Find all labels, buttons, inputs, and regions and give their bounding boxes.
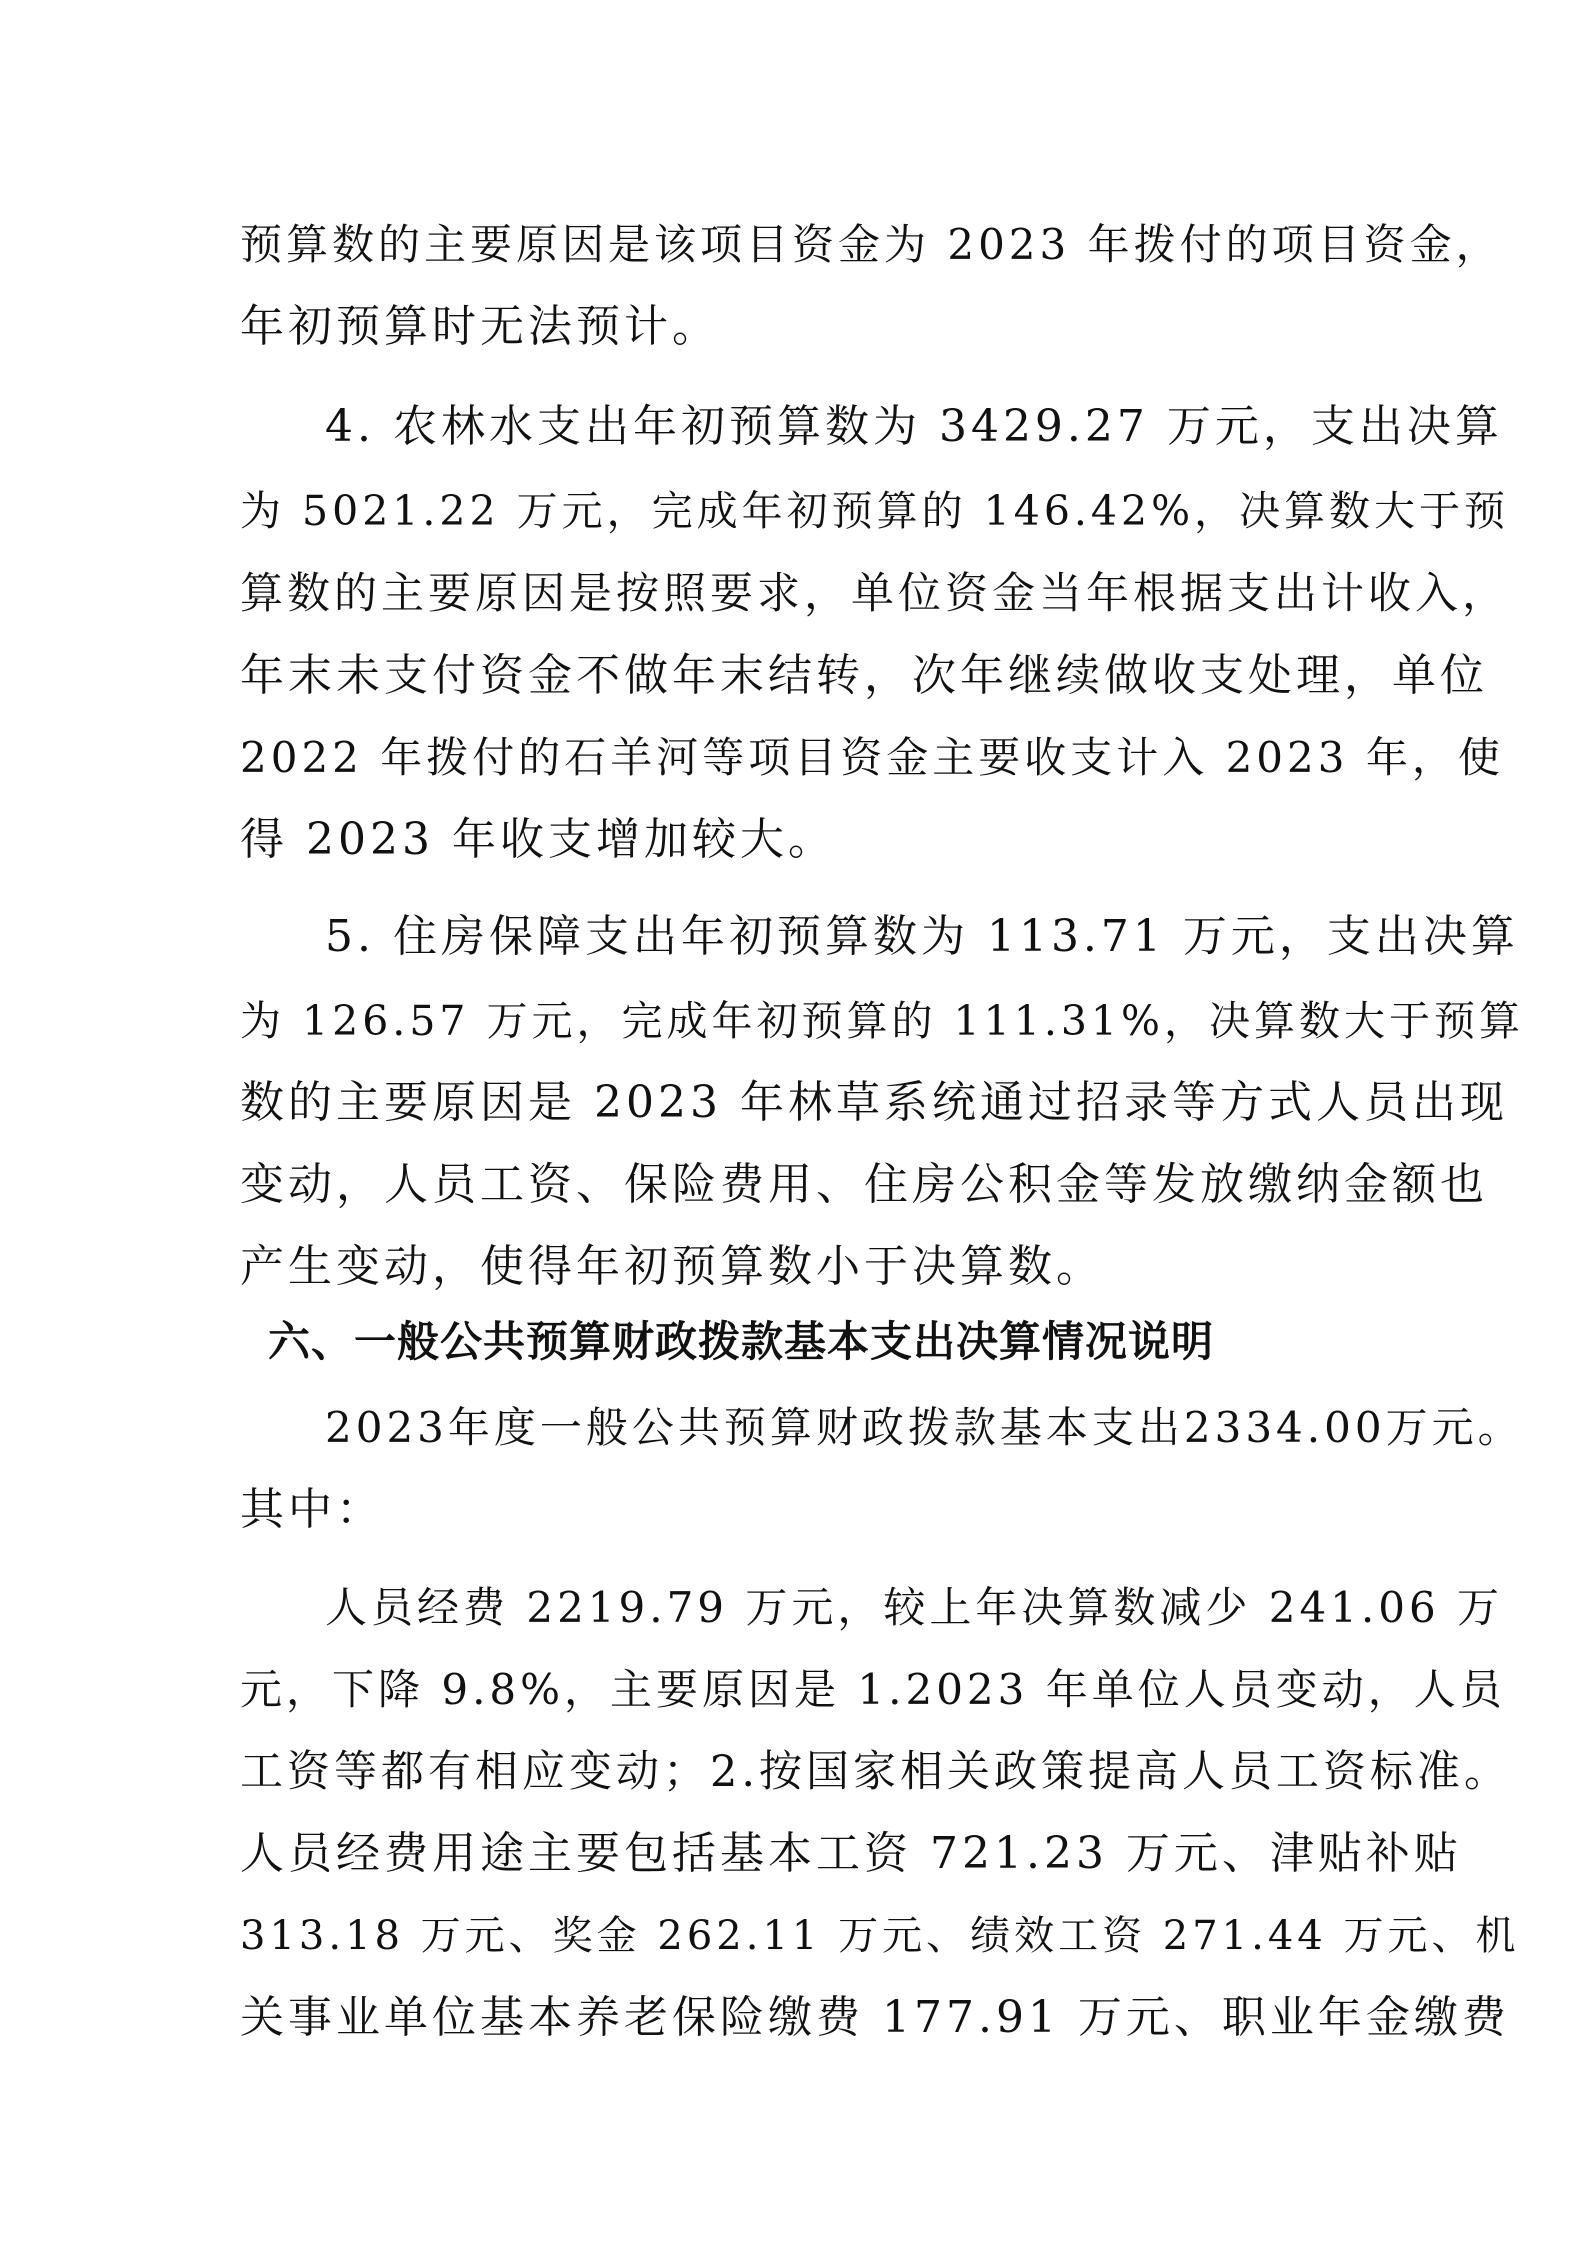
text-line: 工资等都有相应变动；2.按国家相关政策提高人员工资标准。 [240, 1747, 1512, 1797]
text-line: 得 2023 年收支增加较大。 [240, 814, 836, 865]
text-line: 2022 年拨付的石羊河等项目资金主要收支计入 2023 年，使 [240, 733, 1504, 782]
text-line: 人员经费 2219.79 万元，较上年决算数减少 241.06 万 [325, 1583, 1504, 1632]
text-line: 为 126.57 万元，完成年初预算的 111.31%，决算数大于预算 [240, 997, 1524, 1045]
text-line: 变动，人员工资、保险费用、住房公积金等发放缴纳金额也 [240, 1159, 1488, 1210]
text-line: 为 5021.22 万元，完成年初预算的 146.42%，决算数大于预 [240, 487, 1510, 535]
text-line: 年末未支付资金不做年末结转，次年继续做收支处理，单位 [240, 650, 1488, 701]
text-line: 关事业单位基本养老保险缴费 177.91 万元、职业年金缴费 [240, 1992, 1510, 2043]
text-line: 人员经费用途主要包括基本工资 721.23 万元、津贴补贴 [240, 1828, 1462, 1879]
text-line: 5. 住房保障支出年初预算数为 113.71 万元，支出决算 [325, 911, 1519, 962]
text-line: 其中： [240, 1484, 384, 1535]
text-line: 4. 农林水支出年初预算数为 3429.27 万元，支出决算 [325, 401, 1503, 452]
text-line: 元，下降 9.8%，主要原因是 1.2023 年单位人员变动，人员 [240, 1665, 1506, 1714]
text-line: 年初预算时无法预计。 [240, 301, 720, 352]
text-line: 313.18 万元、奖金 262.11 万元、绩效工资 271.44 万元、机 [240, 1913, 1520, 1959]
text-line: 产生变动，使得年初预算数小于决算数。 [240, 1241, 1104, 1292]
section-heading: 六、一般公共预算财政拨款基本支出决算情况说明 [268, 1317, 1215, 1366]
text-line: 预算数的主要原因是该项目资金为 2023 年拨付的项目资金， [240, 220, 1502, 269]
text-line: 2023年度一般公共预算财政拨款基本支出2334.00万元。 [325, 1403, 1524, 1452]
text-line: 数的主要原因是 2023 年林草系统通过招录等方式人员出现 [240, 1077, 1508, 1128]
text-line: 算数的主要原因是按照要求，单位资金当年根据支出计收入， [240, 569, 1509, 619]
